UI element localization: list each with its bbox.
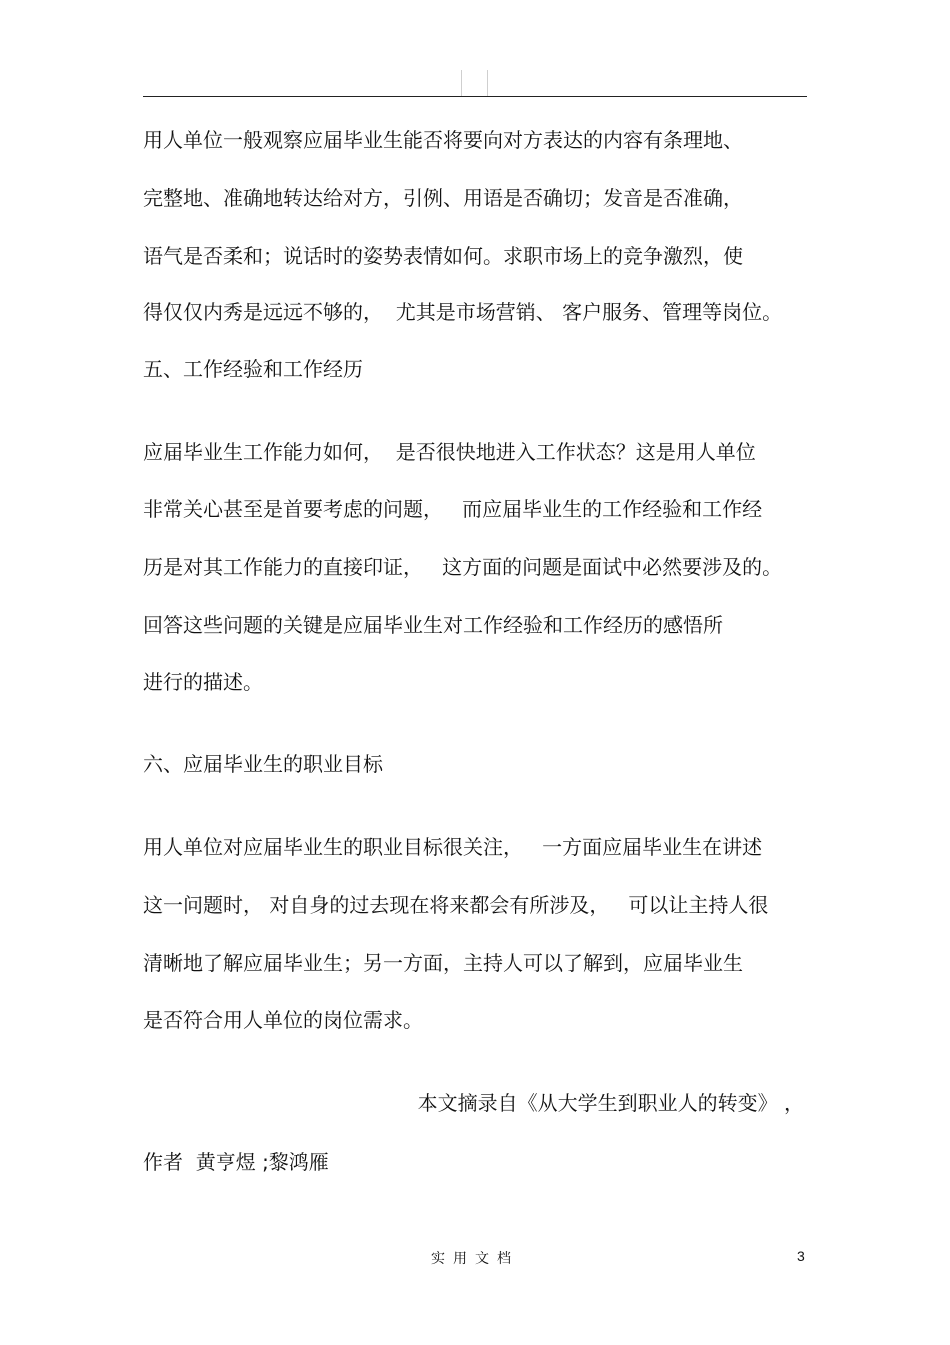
footer-label: 实用文档	[431, 1251, 519, 1267]
header-rule	[143, 96, 807, 97]
paragraph-line: 非常关心甚至是首要考虑的问题， 而应届毕业生的工作经验和工作经	[143, 497, 763, 521]
section-heading: 六、应届毕业生的职业目标	[143, 752, 383, 776]
paragraph-line: 回答这些问题的关键是应届毕业生对工作经验和工作经历的感悟所	[143, 613, 723, 637]
header-mark-left	[461, 70, 462, 96]
paragraph-line: 得仅仅内秀是远远不够的， 尤其是市场营销、 客户服务、管理等岗位。	[143, 300, 783, 324]
paragraph-line: 进行的描述。	[143, 670, 263, 694]
paragraph-line: 完整地、准确地转达给对方，引例、用语是否确切；发音是否准确，	[143, 186, 743, 210]
paragraph-line: 历是对其工作能力的直接印证， 这方面的问题是面试中必然要涉及的。	[143, 555, 783, 579]
section-heading: 五、工作经验和工作经历	[143, 357, 363, 381]
paragraph-line: 应届毕业生工作能力如何， 是否很快地进入工作状态？这是用人单位	[143, 440, 756, 464]
page-number: 3	[797, 1248, 805, 1264]
citation-line: 本文摘录自《从大学生到职业人的转变》 ，	[417, 1091, 804, 1115]
paragraph-line: 用人单位一般观察应届毕业生能否将要向对方表达的内容有条理地、	[143, 128, 743, 152]
paragraph-line: 语气是否柔和；说话时的姿势表情如何。求职市场上的竞争激烈，使	[143, 244, 743, 268]
header-mark-right	[487, 70, 488, 96]
paragraph-line: 用人单位对应届毕业生的职业目标很关注， 一方面应届毕业生在讲述	[143, 835, 763, 859]
author-line: 作者 黄亨煜 ;黎鸿雁	[143, 1150, 329, 1174]
paragraph-line: 是否符合用人单位的岗位需求。	[143, 1008, 423, 1032]
paragraph-line: 清晰地了解应届毕业生；另一方面，主持人可以了解到，应届毕业生	[143, 951, 743, 975]
paragraph-line: 这一问题时， 对自身的过去现在将来都会有所涉及， 可以让主持人很	[143, 893, 769, 917]
